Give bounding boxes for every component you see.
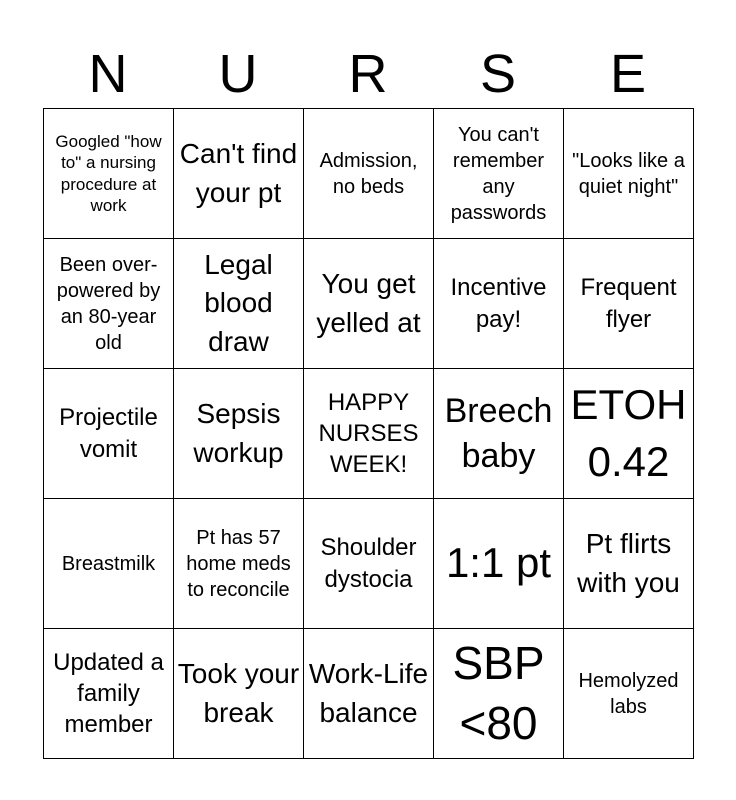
cell-text: Frequent flyer bbox=[580, 274, 677, 333]
bingo-cell[interactable] bbox=[304, 239, 434, 369]
cell-text: Took your break bbox=[177, 657, 300, 728]
cell-text: Projectile vomit bbox=[59, 404, 158, 463]
bingo-cell[interactable] bbox=[174, 109, 304, 239]
cell-text: Updated a family member bbox=[53, 648, 164, 739]
cell-text: 1:1 pt bbox=[445, 539, 552, 587]
header-letter-u: U bbox=[218, 44, 258, 104]
cell-text: Incentive pay! bbox=[450, 274, 547, 333]
cell-text: You can't remember any passwords bbox=[450, 123, 547, 224]
bingo-cell[interactable] bbox=[174, 499, 304, 629]
bingo-board bbox=[43, 108, 694, 759]
header-letter-r: R bbox=[348, 44, 388, 104]
header-letter-s: S bbox=[479, 44, 517, 104]
cell-text: Googled "how to" a nursing procedure at work bbox=[55, 132, 162, 215]
bingo-cell[interactable] bbox=[44, 109, 174, 239]
cell-text: SBP <80 bbox=[452, 636, 545, 749]
bingo-cell[interactable] bbox=[564, 369, 694, 499]
cell-text: Sepsis workup bbox=[193, 397, 284, 468]
cell-text: HAPPY NURSES WEEK! bbox=[318, 388, 419, 479]
bingo-cell[interactable] bbox=[564, 109, 694, 239]
bingo-cell[interactable] bbox=[44, 239, 174, 369]
bingo-cell[interactable] bbox=[304, 109, 434, 239]
bingo-cell[interactable] bbox=[174, 629, 304, 759]
cell-text: Pt flirts with you bbox=[577, 527, 680, 598]
bingo-cell[interactable] bbox=[564, 629, 694, 759]
cell-text: ETOH 0.42 bbox=[570, 380, 687, 485]
bingo-cell[interactable] bbox=[44, 629, 174, 759]
cell-text: Can't find your pt bbox=[179, 137, 298, 208]
cell-text: Breech baby bbox=[444, 392, 553, 475]
cell-text: Hemolyzed labs bbox=[578, 669, 679, 718]
header-letter-n: N bbox=[88, 44, 128, 104]
bingo-cell[interactable] bbox=[44, 369, 174, 499]
bingo-cell[interactable] bbox=[44, 499, 174, 629]
cell-text: "Looks like a quiet night" bbox=[572, 149, 685, 198]
bingo-cell[interactable] bbox=[564, 499, 694, 629]
header-letter-e: E bbox=[609, 44, 647, 104]
bingo-header bbox=[43, 40, 693, 108]
bingo-cell[interactable] bbox=[174, 369, 304, 499]
bingo-cell[interactable] bbox=[174, 239, 304, 369]
cell-text: Shoulder dystocia bbox=[320, 534, 417, 593]
cell-text: Pt has 57 home meds to reconcile bbox=[186, 526, 291, 601]
bingo-cell[interactable] bbox=[564, 239, 694, 369]
cell-text: Been over-powered by an 80-year old bbox=[56, 253, 161, 354]
bingo-cell[interactable] bbox=[434, 629, 564, 759]
bingo-cell[interactable] bbox=[434, 499, 564, 629]
bingo-cell[interactable] bbox=[434, 239, 564, 369]
bingo-cell[interactable] bbox=[304, 629, 434, 759]
cell-text: Admission, no beds bbox=[319, 149, 418, 198]
cell-text: Breastmilk bbox=[61, 552, 156, 575]
bingo-cell[interactable] bbox=[434, 109, 564, 239]
bingo-cell[interactable] bbox=[304, 499, 434, 629]
cell-text: Work-Life balance bbox=[308, 657, 429, 728]
cell-text: Legal blood draw bbox=[204, 248, 273, 357]
bingo-cell[interactable] bbox=[304, 369, 434, 499]
cell-text: You get yelled at bbox=[316, 267, 421, 338]
bingo-cell[interactable] bbox=[434, 369, 564, 499]
